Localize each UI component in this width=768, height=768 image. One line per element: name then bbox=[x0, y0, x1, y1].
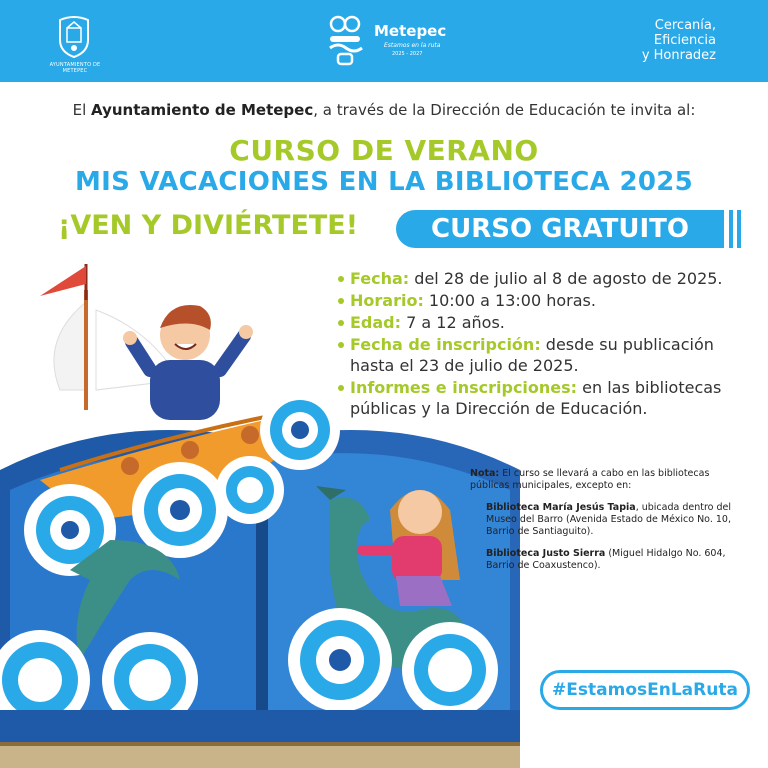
course-details bbox=[336, 268, 746, 420]
detail-text: 7 a 12 años. bbox=[401, 313, 505, 332]
detail-label: Horario: bbox=[350, 291, 424, 310]
hashtag-badge: #EstamosEnLaRuta bbox=[540, 670, 750, 710]
badge-stripe bbox=[729, 210, 733, 248]
intro-organization: Ayuntamiento de Metepec bbox=[91, 101, 314, 119]
logo-tagline: Estamos en la ruta bbox=[384, 42, 441, 49]
note-label: Nota: bbox=[470, 468, 500, 479]
detail-item bbox=[336, 268, 746, 289]
bullet-icon bbox=[338, 342, 344, 348]
detail-label: Fecha de inscripción: bbox=[350, 335, 541, 354]
note-block bbox=[470, 468, 740, 582]
library-name: Biblioteca María Jesús Tapia bbox=[486, 502, 636, 513]
intro-text bbox=[0, 101, 768, 119]
title-line1: CURSO DE VERANO bbox=[229, 134, 539, 167]
free-course-badge: CURSO GRATUITO bbox=[396, 210, 724, 248]
detail-text: desde su publicación hasta el 23 de julio de 2025. bbox=[350, 335, 714, 375]
bullet-icon bbox=[338, 276, 344, 282]
note-library-2 bbox=[470, 548, 740, 572]
detail-item bbox=[336, 312, 746, 333]
slogan-line: Cercanía, bbox=[654, 18, 716, 33]
slogan bbox=[596, 18, 716, 63]
note-text: El curso se llevará a cabo en las bibliotecas públicas municipales, excepto en: bbox=[470, 468, 710, 491]
bullet-icon bbox=[338, 298, 344, 304]
detail-label: Informes e inscripciones: bbox=[350, 378, 578, 397]
detail-item bbox=[336, 377, 746, 419]
title-line3: ¡VEN Y DIVIÉRTETE! bbox=[58, 210, 359, 241]
bullet-icon bbox=[338, 385, 344, 391]
slogan-line: y Honradez bbox=[641, 48, 716, 63]
detail-text: en las bibliotecas públicas y la Dirección de Educación. bbox=[350, 378, 722, 418]
detail-label: Fecha: bbox=[350, 269, 410, 288]
library-address: , ubicada dentro del Museo del Barro (Avenida Estado de México No. 10, Barrio de Santiaguito). bbox=[486, 502, 731, 537]
note-intro bbox=[470, 468, 740, 492]
detail-item bbox=[336, 334, 746, 376]
detail-item bbox=[336, 290, 746, 311]
detail-label: Edad: bbox=[350, 313, 402, 332]
title-line2: MIS VACACIONES EN LA BIBLIOTECA 2025 bbox=[74, 167, 694, 197]
detail-text: del 28 de julio al 8 de agosto de 2025. bbox=[409, 269, 723, 288]
logo-name: Metepec bbox=[374, 22, 447, 40]
metepec-logo-icon bbox=[324, 12, 374, 68]
header-bar bbox=[0, 0, 768, 82]
municipal-crest-icon bbox=[56, 14, 92, 58]
crest-caption: AYUNTAMIENTO DE METEPEC bbox=[49, 62, 101, 74]
logo-years: 2025 - 2027 bbox=[392, 51, 423, 57]
note-library-1 bbox=[470, 502, 740, 538]
intro-suffix: , a través de la Dirección de Educación te invita al: bbox=[313, 101, 696, 119]
detail-text: 10:00 a 13:00 horas. bbox=[423, 291, 596, 310]
bullet-icon bbox=[338, 320, 344, 326]
badge-stripe bbox=[737, 210, 741, 248]
library-name: Biblioteca Justo Sierra bbox=[486, 548, 606, 559]
intro-prefix: El bbox=[72, 101, 92, 119]
library-address: (Miguel Hidalgo No. 604, Barrio de Coaxustenco). bbox=[486, 548, 726, 571]
slogan-line: Eficiencia bbox=[653, 33, 716, 48]
